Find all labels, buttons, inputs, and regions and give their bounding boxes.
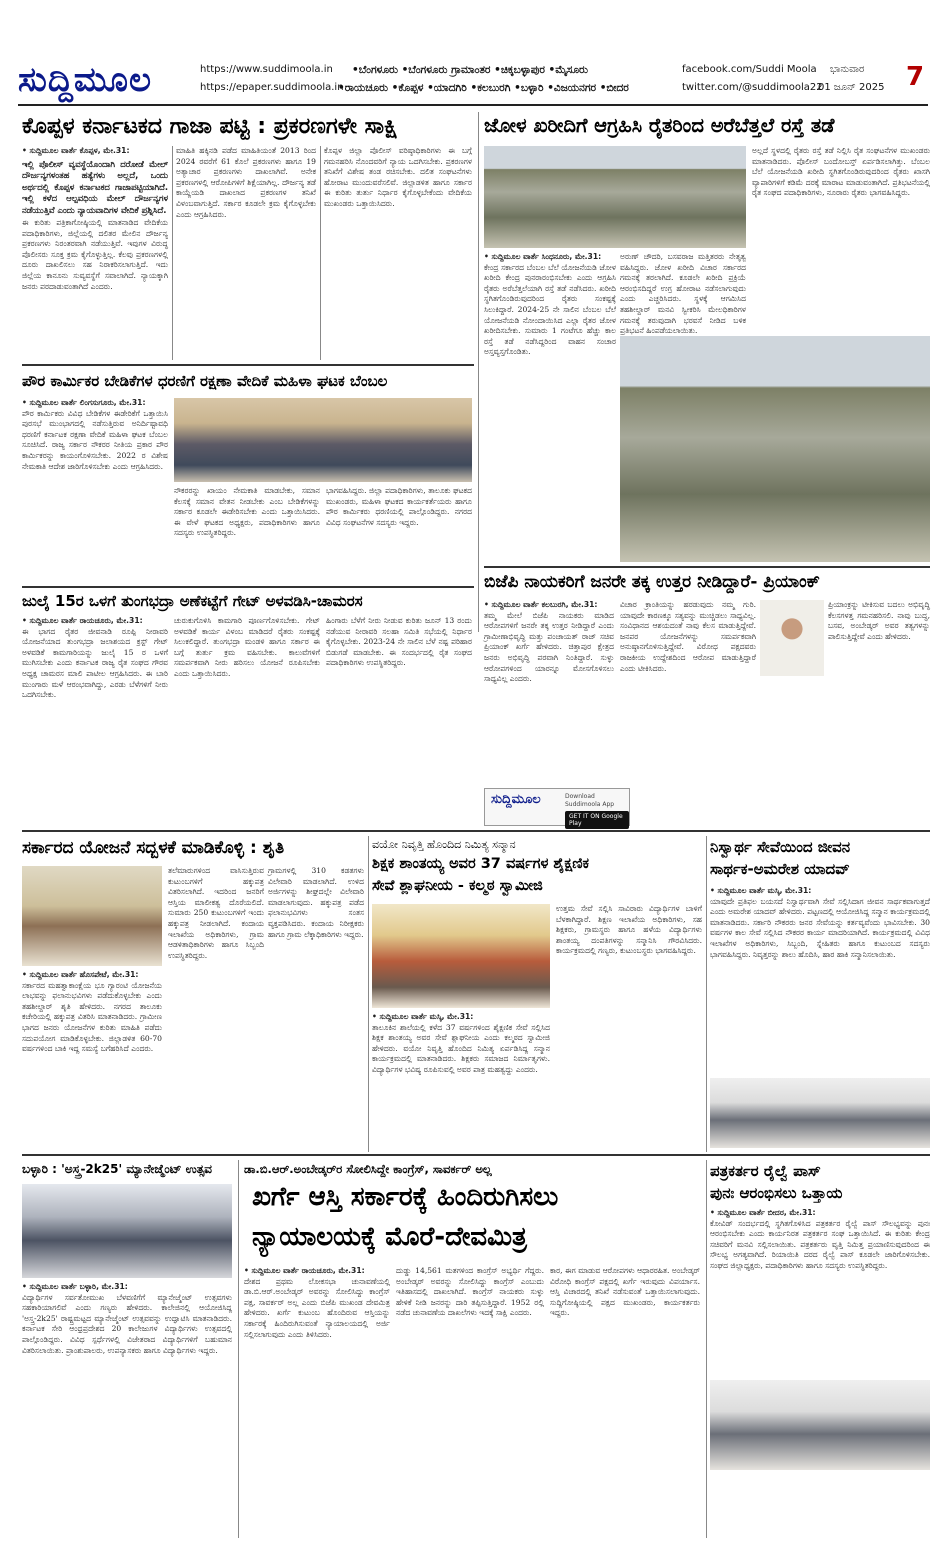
shruthi-col2: ತಲೆಮಾರುಗಳಿಂದ ವಾಸಿಸುತ್ತಿರುವ ಕುಟುಂಬಗಳಿಗೆ ಹಕ್ಕುಪತ್ರ ವಿತರಿಸಲಾಗಿದೆ. ಇದರಿಂದ ಜನರಿಗೆ ಆಸ್ತಿಯ ಮಾಲೀಕತ್ವ ದೊರೆಯಲಿದೆ. ಸುಮಾರು 250 ಕುಟುಂಬಗಳಿಗೆ ಇಂದು ಹಕ್ಕುಪತ್ರ ನೀಡಲಾಗಿದೆ. ಕಂದಾಯ ಇಲಾಖೆಯ ಅಧಿಕಾರಿಗಳು, ಗ್ರಾಮ ಆಡಳಿತಾಧಿಕಾರಿಗಳು ಹಾಗೂ ಸಿಬ್ಬಂದಿ ಉಪಸ್ಥಿತರಿದ್ದರು. (168, 866, 264, 960)
kharge-byline: • ಸುದ್ದಿಮೂಲ ವಾರ್ತೆ ರಾಯಚೂರು, ಮೇ.31: (244, 1266, 365, 1275)
farmers-headline: ಜೋಳ ಖರೀದಿಗೆ ಆಗ್ರಹಿಸಿ ರೈತರಿಂದ ಅರೆಬೆತ್ತಲೆ ರಸ್ತೆ ತಡೆ (484, 114, 835, 137)
ballari-headline: ಬಳ್ಳಾರಿ : 'ಅಸ್ತ್ರ-2k25' ಮ್ಯಾನೇಜ್ಮೆಂಟ್ ಉತ್ಸವ (22, 1162, 212, 1176)
kharge-col2: ದುಡ್ಡು 14,561 ಮತಗಳಿಂದ ಕಾಂಗ್ರೆಸ್ ಅಭ್ಯರ್ಥಿ ಗೆದ್ದರು. ಅಂಬೇಡ್ಕರ್ ಅವರನ್ನು ಸೋಲಿಸಿದ್ದು ಕಾಂಗ್ರೆಸ್ ಎಂಬುದು ಇತಿಹಾಸದಲ್ಲಿ ದಾಖಲಾಗಿದೆ. ಕಾಂಗ್ರೆಸ್ ನಾಯಕರು ಸುಳ್ಳು ಹೇಳಿಕೆ ನೀಡಿ ಜನರನ್ನು ದಾರಿ ತಪ್ಪಿಸುತ್ತಿದ್ದಾರೆ. 1952 ರಲ್ಲಿ ನಡೆದ ಚುನಾವಣೆಯ ದಾಖಲೆಗಳು ಇದಕ್ಕೆ ಸಾಕ್ಷಿ ಎಂದರು. (396, 1266, 544, 1318)
teacher-col1 (372, 1012, 550, 1148)
tungabhadra-headline: ಜುಲೈ 15ರ ಒಳಗೆ ತುಂಗಭದ್ರಾ ಅಣೆಕಟ್ಟೆಗೆ ಗೇಟ್ ಅಳವಡಿಸಿ-ಚಾಮರಸ (22, 592, 363, 610)
tungabhadra-col1-text: ಈ ಭಾಗದ ರೈತರ ಜೀವನಾಡಿ ರೂಪ್ಪಿ ನೀರಾವರಿ ಯೋಜನೆಯಾದ ತುಂಗಭದ್ರಾ ಜಲಾಶಯದ ಕ್ರಸ್ಟ್ ಗೇಟ್ ಅಳವಡಿಕೆ ಕಾಮಗಾರಿಯನ್ನು ಜುಲೈ 15 ರ ಒಳಗೆ ಮುಗಿಸಬೇಕು ಎಂದು ಕರ್ನಾಟಕ ರಾಜ್ಯ ರೈತ ಸಂಘದ ಗೌರವ ಅಧ್ಯಕ್ಷ ಚಾಮರಸ ಮಾಲಿ ಪಾಟೀಲ ಆಗ್ರಹಿಸಿದರು. ಈ ಬಾರಿ ಮುಂಗಾರು ಮಳೆ ಆರಂಭವಾಗಿದ್ದು, ಎರಡು ಬೆಳೆಗಳಿಗೆ ನೀರು ಒದಗಿಸಬೇಕು. (22, 626, 168, 700)
koppal-headline: ಕೊಪ್ಪಳ ಕರ್ನಾಟಕದ ಗಾಜಾ ಪಟ್ಟಿ : ಪ್ರಕರಣಗಳೇ ಸಾಕ್ಷಿ (22, 114, 398, 139)
column-rule (706, 836, 707, 1152)
ad-logo: ಸುದ್ದಿಮೂಲ (491, 792, 541, 807)
tungabhadra-col2: ಚುರುಕುಗೊಳಿಸಿ ಕಾಮಗಾರಿ ಪೂರ್ಣಗೊಳಿಸಬೇಕು. ಗೇಟ್ ಅಳವಡಿಕೆ ಕಾರ್ಯ ವಿಳಂಬ ಮಾಡಿದರೆ ರೈತರು ಸಂಕಷ್ಟಕ್ಕೆ ಸಿಲುಕಲಿದ್ದಾರೆ. ತುಂಗಭದ್ರಾ ಮಂಡಳಿ ಹಾಗೂ ಸರ್ಕಾರ ಈ ಬಗ್ಗೆ ತುರ್ತು ಕ್ರಮ ವಹಿಸಬೇಕು. ಕಾಲುವೆಗಳಿಗೆ ಸಮರ್ಪಕವಾಗಿ ನೀರು ಹರಿಸಲು ಯೋಜನೆ ರೂಪಿಸಬೇಕು ಎಂದು ಒತ್ತಾಯಿಸಿದರು. (174, 616, 320, 678)
amaresh-byline: • ಸುದ್ದಿಮೂಲ ವಾರ್ತೆ ಮಸ್ಕಿ, ಮೇ.31: (710, 886, 812, 895)
teacher-byline: • ಸುದ್ದಿಮೂಲ ವಾರ್ತೆ ಮಸ್ಕಿ, ಮೇ.31: (372, 1012, 474, 1021)
farmers-col3: ಅಲ್ಲದೆ ಸ್ಥಳದಲ್ಲಿ ರೈತರು ರಸ್ತೆ ತಡೆ ನಿಲ್ಲಿಸಿ ರೈತ ಸಂಘಟನೆಗಳ ಮುಖಂಡರು ಮಾತನಾಡಿದರು. ಪೊಲೀಸ್ ಬಂದೋಬಸ್ತ್ ಏರ್ಪಡಿಸಲಾಗಿತ್ತು. ಬೆಂಬಲ ಬೆಲೆ ಯೋಜನೆಯಡಿ ಖರೀದಿ ಸ್ಥಗಿತಗೊಂಡಿರುವುದರಿಂದ ರೈತರು ಖಾಸಗಿ ವ್ಯಾಪಾರಿಗಳಿಗೆ ಕಡಿಮೆ ದರಕ್ಕೆ ಮಾರಾಟ ಮಾಡುವಂತಾಗಿದೆ. ಪ್ರತಿಭಟನೆಯಲ್ಲಿ ರೈತ ಸಂಘದ ಪದಾಧಿಕಾರಿಗಳು, ನೂರಾರು ರೈತರು ಭಾಗವಹಿಸಿದ್ದರು. (752, 146, 930, 198)
koppal-byline: • ಸುದ್ದಿಮೂಲ ವಾರ್ತೆ ಕೊಪ್ಪಳ, ಮೇ.31: (22, 146, 130, 155)
koppal-col1-text: ಈ ಕುರಿತು ಪತ್ರಿಕಾಗೋಷ್ಠಿಯಲ್ಲಿ ಮಾತನಾಡಿದ ವೇದಿಕೆಯ ಪದಾಧಿಕಾರಿಗಳು, ಜಿಲ್ಲೆಯಲ್ಲಿ ದಲಿತರ ಮೇಲಿನ ದೌರ್ಜನ್ಯ ಪ್ರಕರಣಗಳು ನಿರಂತರವಾಗಿ ನಡೆಯುತ್ತಿವೆ. ಇವುಗಳ ವಿರುದ್ಧ ಪೊಲೀಸರು ಸೂಕ್ತ ಕ್ರಮ ಕೈಗೊಳ್ಳುತ್ತಿಲ್ಲ. ಕೆಲವು ಪ್ರಕರಣಗಳಲ್ಲಿ ದೂರು ದಾಖಲಿಸಲು ಸಹ ನಿರಾಕರಿಸಲಾಗುತ್ತಿದೆ. ಇದು ಜಿಲ್ಲೆಯ ಕಾನೂನು ಸುವ್ಯವಸ್ಥೆಗೆ ಸವಾಲಾಗಿದೆ. ನ್ಯಾಯಕ್ಕಾಗಿ ಜನರು ಪರದಾಡುವಂತಾಗಿದೆ ಎಂದರು. (22, 218, 168, 291)
epaper-link[interactable]: https://epaper.suddimoola.in (200, 82, 344, 93)
issue-date: 01 ಜೂನ್ 2025 (818, 82, 885, 93)
ballari-body (22, 1282, 232, 1538)
railpass-body-text: ಕೋವಿಡ್ ಸಂದರ್ಭದಲ್ಲಿ ಸ್ಥಗಿತಗೊಳಿಸಿದ ಪತ್ರಕರ್ತರ ರೈಲ್ವೆ ಪಾಸ್ ಸೌಲಭ್ಯವನ್ನು ಪುನಃ ಆರಂಭಿಸಬೇಕು ಎಂದು ಕಾರ್ಯನಿರತ ಪತ್ರಕರ್ತರ ಸಂಘ ಒತ್ತಾಯಿಸಿದೆ. ಈ ಕುರಿತು ಕೇಂದ್ರ ಸಚಿವರಿಗೆ ಮನವಿ ಸಲ್ಲಿಸಲಾಯಿತು. ಪತ್ರಕರ್ತರು ವೃತ್ತಿ ನಿಮಿತ್ತ ಪ್ರಯಾಣಿಸುವುದರಿಂದ ಈ ಸೌಲಭ್ಯ ಅಗತ್ಯವಾಗಿದೆ. ರಿಯಾಯಿತಿ ದರದ ರೈಲ್ವೆ ಪಾಸ್ ಕೂಡಲೇ ಜಾರಿಗೊಳಿಸಬೇಕು. ಸಂಘದ ಜಿಲ್ಲಾಧ್ಯಕ್ಷರು, ಪದಾಧಿಕಾರಿಗಳು ಹಾಗೂ ಸದಸ್ಯರು ಉಪಸ್ಥಿತರಿದ್ದರು. (710, 1218, 930, 1270)
pourakarmika-headline: ಪೌರ ಕಾರ್ಮಿಕರ ಬೇಡಿಕೆಗಳ ಧರಣಿಗೆ ರಕ್ಷಣಾ ವೇದಿಕೆ ಮಹಿಳಾ ಘಟಕ ಬೆಂಬಲ (22, 372, 388, 390)
ballari-byline: • ಸುದ್ದಿಮೂಲ ವಾರ್ತೆ ಬಳ್ಳಾರಿ, ಮೇ.31: (22, 1282, 128, 1291)
pourakarmika-col2: ನೌಕರರನ್ನು ಖಾಯಂ ನೇಮಕಾತಿ ಮಾಡಬೇಕು, ಸಮಾನ ಕೆಲಸಕ್ಕೆ ಸಮಾನ ವೇತನ ನೀಡಬೇಕು ಎಂಬ ಬೇಡಿಕೆಗಳನ್ನು ಸರ್ಕಾರ ಕೂಡಲೇ ಈಡೇರಿಸಬೇಕು ಎಂದು ಒತ್ತಾಯಿಸಿದರು. ಈ ವೇಳೆ ಘಟಕದ ಅಧ್ಯಕ್ಷರು, ಪದಾಧಿಕಾರಿಗಳು ಹಾಗೂ ಸದಸ್ಯರು ಉಪಸ್ಥಿತರಿದ್ದರು. (174, 486, 320, 538)
railpass-memorandum-photo (710, 1380, 930, 1470)
column-rule (320, 146, 321, 360)
farmers-col1 (484, 252, 616, 562)
google-play-badge[interactable]: GET IT ON Google Play (565, 811, 629, 829)
shruthi-col3: ಗ್ರಾಮಗಳಲ್ಲಿ 310 ಕಡತಗಳು ವಿಲೇವಾರಿ ಮಾಡಲಾಗಿದೆ. ಉಳಿದ ಅರ್ಜಿಗಳನ್ನು ಶೀಘ್ರದಲ್ಲೇ ವಿಲೇವಾರಿ ಮಾಡಲಾಗುವುದು. ಹಕ್ಕುಪತ್ರ ಪಡೆದ ಫಲಾನುಭವಿಗಳು ಸಂತಸ ವ್ಯಕ್ತಪಡಿಸಿದರು. ಕಂದಾಯ ನಿರೀಕ್ಷಕರು ಹಾಗೂ ಗ್ರಾಮ ಲೆಕ್ಕಾಧಿಕಾರಿಗಳು ಇದ್ದರು. (268, 866, 364, 939)
priyank-headline: ಬಿಜೆಪಿ ನಾಯಕರಿಗೆ ಜನರೇ ತಕ್ಕ ಉತ್ತರ ನೀಡಿದ್ದಾರೆ- ಪ್ರಿಯಾಂಕ್ (484, 572, 820, 592)
shruthi-event-photo (22, 866, 162, 966)
priyank-col1 (484, 600, 614, 786)
priyank-col3: ಪ್ರಿಯಾಂಕ್ರನ್ನು ಟೀಕಿಸುವ ಬದಲು ಅಭಿವೃದ್ಧಿ ಕೆಲಸಗಳತ್ತ ಗಮನಹರಿಸಲಿ. ನಾವು ಬುದ್ಧ, ಬಸವ, ಅಂಬೇಡ್ಕರ್ ಅವರ ತತ್ವಗಳನ್ನು ಪಾಲಿಸುತ್ತಿದ್ದೇವೆ ಎಂದು ಹೇಳಿದರು. (828, 600, 930, 641)
column-rule (172, 146, 173, 360)
tungabhadra-col1 (22, 616, 168, 822)
website-link[interactable]: https://www.suddimoola.in (200, 64, 333, 75)
kharge-col1 (244, 1266, 390, 1538)
app-advertisement[interactable] (484, 788, 630, 826)
column-rule (478, 112, 479, 632)
kharge-headline-line2: ನ್ಯಾಯಾಲಯಕ್ಕೆ ಮೊರೆ-ದೇವಮಿತ್ರ (252, 1222, 527, 1252)
shruthi-col1-text: ಸರ್ಕಾರದ ಮಹತ್ವಾಕಾಂಕ್ಷೆಯ ಭೂ ಗ್ಯಾರಂಟಿ ಯೋಜನೆಯ ಲಾಭವನ್ನು ಫಲಾನುಭವಿಗಳು ಪಡೆದುಕೊಳ್ಳಬೇಕು ಎಂದು ತಹಶೀಲ್ದಾರ್ ಶೃತಿ ಹೇಳಿದರು. ನಗರದ ತಾಲೂಕು ಕಚೇರಿಯಲ್ಲಿ ಹಕ್ಕುಪತ್ರ ವಿತರಿಸಿ ಮಾತನಾಡಿದರು. ಗ್ರಾಮೀಣ ಭಾಗದ ಜನರು ಯೋಜನೆಗಳ ಕುರಿತು ಮಾಹಿತಿ ಪಡೆದು ಸದುಪಯೋಗ ಮಾಡಿಕೊಳ್ಳಬೇಕು. ಜಿಲ್ಲಾಡಳಿತ 60-70 ವರ್ಷಗಳಿಂದ ಬಾಕಿ ಇದ್ದ ಸಮಸ್ಯೆ ಬಗೆಹರಿಸಿದೆ ಎಂದರು. (22, 980, 162, 1054)
teacher-headline-line2: ಸೇವೆ ಶ್ಲಾಘನೀಯ - ಕಲ್ಮಠ ಸ್ವಾಮೀಜಿ (372, 878, 543, 894)
teacher-kicker: ವಯೋ ನಿವೃತ್ತಿ ಹೊಂದಿದ ನಿಮಿತ್ಯ ಸನ್ಮಾನ (372, 838, 516, 851)
farmers-roadblock-photo (620, 336, 930, 562)
column-rule (238, 1160, 239, 1538)
koppal-lead: ಇಲ್ಲಿ ಪೊಲೀಸ್ ವ್ಯವಸ್ಥೆಯೊಂದಾಗಿ ದರೋಡೆ ಮೇಲ್ ದೌರ್ಜನ್ಯಗಳಂತಹ ಹತ್ಯೆಗಳು ಅಲ್ಲದೆ, ಒಂದು ಅರ್ಥದಲ್ಲಿ ಕೊಪ್ಪಳ ಕರ್ನಾಟಕದ ಗಾಜಾಪಟ್ಟಿಯಾಗಿದೆ. ಇಲ್ಲಿ ಕಳೆದ ಆಲ್ಪವಧಿಯ ಮೇಲ್ ದೌರ್ಜನ್ಯಗಳ ನಡೆಯುತ್ತಿವೆ ಎಂದು ನ್ಯಾಯವಾದಿಗಳ ವೇದಿಕೆ ಪ್ರಶ್ನಿಸಿದೆ. (22, 158, 168, 215)
teacher-felicitation-photo (372, 904, 550, 1008)
section-rule (22, 586, 474, 588)
farmers-byline: • ಸುದ್ದಿಮೂಲ ವಾರ್ತೆ ಸಿಂಧನೂರು, ಮೇ.31: (484, 252, 602, 261)
ballari-award-photo (22, 1184, 232, 1278)
pourakarmika-col3: ಭಾಗವಹಿಸಿದ್ದರು. ಜಿಲ್ಲಾ ಪದಾಧಿಕಾರಿಗಳು, ತಾಲೂಕು ಘಟಕದ ಮುಖಂಡರು, ಮಹಿಳಾ ಘಟಕದ ಕಾರ್ಯಕರ್ತೆಯರು ಹಾಗೂ ಪೌರ ಕಾರ್ಮಿಕರು ಧರಣಿಯಲ್ಲಿ ಪಾಲ್ಗೊಂಡಿದ್ದರು. ನಗರದ ವಿವಿಧ ಸಂಘಟನೆಗಳ ಸದಸ್ಯರು ಇದ್ದರು. (326, 486, 472, 527)
kharge-col1-text: ದೇಶದ ಪ್ರಥಮ ಲೋಕಸಭಾ ಚುನಾವಣೆಯಲ್ಲಿ ಡಾ.ಬಿ.ಆರ್.ಅಂಬೇಡ್ಕರ್ ಅವರನ್ನು ಸೋಲಿಸಿದ್ದು ಕಾಂಗ್ರೆಸ್ ಪಕ್ಷ, ಸಾವರ್ಕರ್ ಅಲ್ಲ ಎಂದು ಬಿಜೆಪಿ ಮುಖಂಡ ದೇವಮಿತ್ರ ಹೇಳಿದರು. ಖರ್ಗೆ ಕುಟುಂಬ ಹೊಂದಿರುವ ಆಸ್ತಿಯನ್ನು ಸರ್ಕಾರಕ್ಕೆ ಹಿಂದಿರುಗಿಸುವಂತೆ ನ್ಯಾಯಾಲಯದಲ್ಲಿ ಅರ್ಜಿ ಸಲ್ಲಿಸಲಾಗುವುದು ಎಂದು ತಿಳಿಸಿದರು. (244, 1276, 390, 1339)
amaresh-body (710, 886, 930, 1072)
amaresh-body-text: ಯಾವುದೇ ಪ್ರತಿಫಲ ಬಯಸದೆ ನಿಸ್ವಾರ್ಥವಾಗಿ ಸೇವೆ ಸಲ್ಲಿಸಿದಾಗ ಜೀವನ ಸಾರ್ಥಕವಾಗುತ್ತದೆ ಎಂದು ಅಮರೇಶ ಯಾದವ್ ಹೇಳಿದರು. ಪಟ್ಟಣದಲ್ಲಿ ಆಯೋಜಿಸಿದ್ದ ಸನ್ಮಾನ ಕಾರ್ಯಕ್ರಮದಲ್ಲಿ ಮಾತನಾಡಿದರು. ಸರ್ಕಾರಿ ನೌಕರರು ಜನರ ಸೇವೆಯನ್ನು ಕರ್ತವ್ಯವೆಂದು ಭಾವಿಸಬೇಕು. 30 ವರ್ಷಗಳ ಕಾಲ ಸೇವೆ ಸಲ್ಲಿಸಿದ ನೌಕರರ ಕಾರ್ಯ ಮಾದರಿಯಾಗಿದೆ. ಕಾರ್ಯಕ್ರಮದಲ್ಲಿ ವಿವಿಧ ಇಲಾಖೆಗಳ ಅಧಿಕಾರಿಗಳು, ಸಿಬ್ಬಂದಿ, ಸ್ನೇಹಿತರು ಹಾಗೂ ಕುಟುಂಬದ ಸದಸ್ಯರು ಭಾಗವಹಿಸಿದ್ದರು. ನಿವೃತ್ತರನ್ನು ಶಾಲು ಹೊದಿಸಿ, ಹಾರ ಹಾಕಿ ಸನ್ಮಾನಿಸಲಾಯಿತು. (710, 896, 930, 959)
koppal-col2: ಮಾಹಿತಿ ಹಕ್ಕಿನಡಿ ಪಡೆದ ಮಾಹಿತಿಯಂತೆ 2013 ರಿಂದ 2024 ರವರೆಗೆ 61 ಕೊಲೆ ಪ್ರಕರಣಗಳು ಹಾಗೂ 19 ಅತ್ಯಾಚಾರ ಪ್ರಕರಣಗಳು ದಾಖಲಾಗಿವೆ. ಅನೇಕ ಪ್ರಕರಣಗಳಲ್ಲಿ ಆರೋಪಿಗಳಿಗೆ ಶಿಕ್ಷೆಯಾಗಿಲ್ಲ. ದೌರ್ಜನ್ಯ ತಡೆ ಕಾಯ್ದೆಯಡಿ ದಾಖಲಾದ ಪ್ರಕರಣಗಳ ತನಿಖೆ ವಿಳಂಬವಾಗುತ್ತಿದೆ. ಸರ್ಕಾರ ಕೂಡಲೇ ಕ್ರಮ ಕೈಗೊಳ್ಳಬೇಕು ಎಂದು ಆಗ್ರಹಿಸಿದರು. (176, 146, 316, 219)
tungabhadra-col3: ಹಿಂಗಾರು ಬೆಳೆಗೆ ನೀರು ನೀಡುವ ಕುರಿತು ಜೂನ್ 13 ರಂದು ನಡೆಯುವ ನೀರಾವರಿ ಸಲಹಾ ಸಮಿತಿ ಸಭೆಯಲ್ಲಿ ನಿರ್ಧಾರ ಕೈಗೊಳ್ಳಬೇಕು. 2023-24 ನೇ ಸಾಲಿನ ಬೆಳೆ ನಷ್ಟ ಪರಿಹಾರ ಬಿಡುಗಡೆ ಮಾಡಬೇಕು. ಈ ಸಂದರ್ಭದಲ್ಲಿ ರೈತ ಸಂಘದ ಪದಾಧಿಕಾರಿಗಳು ಉಪಸ್ಥಿತರಿದ್ದರು. (326, 616, 472, 668)
shruthi-col1 (22, 970, 162, 1148)
facebook-link[interactable]: facebook.com/Suddi Moola (682, 64, 817, 75)
koppal-col1 (22, 146, 168, 360)
teacher-col1-text: ತಾಲೂಕಿನ ಶಾಲೆಯಲ್ಲಿ ಕಳೆದ 37 ವರ್ಷಗಳಿಂದ ಶೈಕ್ಷಣಿಕ ಸೇವೆ ಸಲ್ಲಿಸಿದ ಶಿಕ್ಷಕ ಶಾಂತಯ್ಯ ಅವರ ಸೇವೆ ಶ್ಲಾಘನೀಯ ಎಂದು ಕಲ್ಮಠದ ಸ್ವಾಮೀಜಿ ಹೇಳಿದರು. ವಯೋ ನಿವೃತ್ತಿ ಹೊಂದಿದ ನಿಮಿತ್ಯ ಏರ್ಪಡಿಸಿದ್ದ ಸನ್ಮಾನ ಕಾರ್ಯಕ್ರಮದಲ್ಲಿ ಮಾತನಾಡಿದರು. ಶಿಕ್ಷಕರು ಸಮಾಜದ ನಿರ್ಮಾತೃಗಳು. ವಿದ್ಯಾರ್ಥಿಗಳ ಭವಿಷ್ಯ ರೂಪಿಸುವಲ್ಲಿ ಅವರ ಪಾತ್ರ ಮಹತ್ವದ್ದು ಎಂದರು. (372, 1022, 550, 1074)
edition-cities-line1: •ಬೆಂಗಳೂರು •ಬೆಂಗಳೂರು ಗ್ರಾಮಾಂತರ •ಚಿಕ್ಕಬಳ್ಳಾಪುರ •ಮೈಸೂರು (352, 64, 588, 76)
amaresh-headline-line1: ನಿಸ್ವಾರ್ಥ ಸೇವೆಯಿಂದ ಜೀವನ (710, 838, 851, 856)
railpass-headline-line2: ಪುನಃ ಆರಂಭಿಸಲು ಒತ್ತಾಯ (710, 1184, 843, 1202)
section-rule (22, 830, 930, 832)
kharge-headline-line1: ಖರ್ಗೆ ಆಸ್ತಿ ಸರ್ಕಾರಕ್ಕೆ ಹಿಂದಿರುಗಿಸಲು (252, 1182, 559, 1212)
ad-text: Download Suddimoola App (565, 793, 615, 808)
farmers-col2: ಅರುಣ್ ಚೌದರಿ, ಬಸವರಾಜ ಮತ್ತಿತರರು ನೇತೃತ್ವ ವಹಿಸಿದ್ದರು. ಜೋಳ ಖರೀದಿ ವಿಚಾರ ಸರ್ಕಾರದ ಗಮನಕ್ಕೆ ತರಲಾಗಿದೆ. ಕೂಡಲೇ ಖರೀದಿ ಪ್ರಕ್ರಿಯೆ ಆರಂಭಿಸದಿದ್ದರೆ ಉಗ್ರ ಹೋರಾಟ ನಡೆಸಲಾಗುವುದು ಎಂದು ಎಚ್ಚರಿಸಿದರು. ಸ್ಥಳಕ್ಕೆ ಆಗಮಿಸಿದ ತಹಶೀಲ್ದಾರ್ ಮನವಿ ಸ್ವೀಕರಿಸಿ ಮೇಲಧಿಕಾರಿಗಳ ಗಮನಕ್ಕೆ ತರುವುದಾಗಿ ಭರವಸೆ ನೀಡಿದ ಬಳಿಕ ಪ್ರತಿಭಟನೆ ಹಿಂಪಡೆಯಲಾಯಿತು. (620, 252, 746, 336)
masthead (18, 58, 928, 106)
railpass-byline: • ಸುದ್ದಿಮೂಲ ವಾರ್ತೆ ಬೀದರ, ಮೇ.31: (710, 1208, 816, 1217)
farmers-protest-photo (484, 146, 746, 248)
priyank-col1-text: ತಮ್ಮ ಮೇಲೆ ಬಿಜೆಪಿ ನಾಯಕರು ಮಾಡಿದ ಆರೋಪಗಳಿಗೆ ಜನರೇ ತಕ್ಕ ಉತ್ತರ ನೀಡಿದ್ದಾರೆ ಎಂದು ಗ್ರಾಮೀಣಾಭಿವೃದ್ಧಿ ಮತ್ತು ಪಂಚಾಯತ್ ರಾಜ್ ಸಚಿವ ಪ್ರಿಯಾಂಕ್ ಖರ್ಗೆ ಹೇಳಿದರು. ಚಿತ್ತಾಪುರ ಕ್ಷೇತ್ರದ ಜನರು ಅಭಿವೃದ್ಧಿ ಪರವಾಗಿ ನಿಂತಿದ್ದಾರೆ. ಸುಳ್ಳು ಆರೋಪಗಳಿಂದ ಯಾರನ್ನೂ ಮೋಸಗೊಳಿಸಲು ಸಾಧ್ಯವಿಲ್ಲ ಎಂದರು. (484, 610, 614, 684)
railpass-headline-line1: ಪತ್ರಕರ್ತರ ರೈಲ್ವೆ ಪಾಸ್ (710, 1162, 821, 1180)
pourakarmika-group-photo (174, 398, 472, 482)
shruthi-headline: ಸರ್ಕಾರದ ಯೋಜನೆ ಸದ್ಬಳಕೆ ಮಾಡಿಕೊಳ್ಳಿ : ಶೃತಿ (22, 838, 285, 858)
kharge-kicker: ಡಾ.ಬಿ.ಆರ್.ಅಂಬೇಡ್ಕರ್‌ರ ಸೋಲಿಸಿದ್ದೇ ಕಾಂಗ್ರೆಸ್, ಸಾವರ್ಕರ್ ಅಲ್ಲ (244, 1162, 492, 1176)
issue-day: ಭಾನುವಾರ (830, 64, 865, 75)
koppal-col3: ಕೊಪ್ಪಳ ಜಿಲ್ಲಾ ಪೊಲೀಸ್ ವರಿಷ್ಠಾಧಿಕಾರಿಗಳು ಈ ಬಗ್ಗೆ ಗಮನಹರಿಸಿ ನೊಂದವರಿಗೆ ನ್ಯಾಯ ಒದಗಿಸಬೇಕು. ಪ್ರಕರಣಗಳ ತನಿಖೆಗೆ ವಿಶೇಷ ತಂಡ ರಚಿಸಬೇಕು. ದಲಿತ ಸಂಘಟನೆಗಳು ಹೋರಾಟ ಮುಂದುವರೆಸಲಿವೆ. ಜಿಲ್ಲಾಡಳಿತ ಹಾಗೂ ಸರ್ಕಾರ ಈ ಕುರಿತು ತುರ್ತು ನಿರ್ಧಾರ ಕೈಗೊಳ್ಳಬೇಕೆಂದು ವೇದಿಕೆಯ ಮುಖಂಡರು ಒತ್ತಾಯಿಸಿದರು. (324, 146, 472, 208)
pourakarmika-byline: • ಸುದ್ದಿಮೂಲ ವಾರ್ತೆ ಲಿಂಗಸುಗೂರು, ಮೇ.31: (22, 398, 146, 407)
newspaper-logo: ಸುದ್ದಿಮೂಲ (18, 60, 152, 100)
priyank-col2: ವಿಚಾರ ಕ್ರಾಂತಿಯನ್ನು ಹರಡುವುದು ನಮ್ಮ ಗುರಿ. ಯಾವುದೇ ಕಾರಣಕ್ಕೂ ಸತ್ಯವನ್ನು ಮುಚ್ಚಿಡಲು ಸಾಧ್ಯವಿಲ್ಲ. ಸಂವಿಧಾನದ ಆಶಯದಂತೆ ನಾವು ಕೆಲಸ ಮಾಡುತ್ತಿದ್ದೇವೆ. ಜನಪರ ಯೋಜನೆಗಳನ್ನು ಸಮರ್ಪಕವಾಗಿ ಅನುಷ್ಠಾನಗೊಳಿಸುತ್ತಿದ್ದೇವೆ. ವಿರೋಧ ಪಕ್ಷದವರು ರಾಜಕೀಯ ಉದ್ದೇಶದಿಂದ ಆರೋಪ ಮಾಡುತ್ತಿದ್ದಾರೆ ಎಂದು ಟೀಕಿಸಿದರು. (620, 600, 756, 673)
edition-cities-line2: •ರಾಯಚೂರು •ಕೊಪ್ಪಳ •ಯಾದಗಿರಿ •ಕಲಬುರಗಿ •ಬಳ್ಳಾರಿ •ವಿಜಯನಗರ •ಬೀದರ (338, 82, 629, 94)
priyank-portrait-photo (760, 600, 824, 676)
farmers-col1-text: ಕೇಂದ್ರ ಸರ್ಕಾರದ ಬೆಂಬಲ ಬೆಲೆ ಯೋಜನೆಯಡಿ ಜೋಳ ಖರೀದಿ ಕೇಂದ್ರ ಪುನರಾರಂಭಿಸಬೇಕು ಎಂದು ಆಗ್ರಹಿಸಿ ರೈತರು ಅರೆಬೆತ್ತಲೆಯಾಗಿ ರಸ್ತೆ ತಡೆ ನಡೆಸಿದರು. ಖರೀದಿ ಸ್ಥಗಿತಗೊಂಡಿರುವುದರಿಂದ ರೈತರು ಸಂಕಷ್ಟಕ್ಕೆ ಸಿಲುಕಿದ್ದಾರೆ. 2024-25 ನೇ ಸಾಲಿನ ಬೆಂಬಲ ಬೆಲೆ ಯೋಜನೆಯಡಿ ನೋಂದಾಯಿಸಿದ ಎಲ್ಲಾ ರೈತರ ಜೋಳ ಖರೀದಿಸಬೇಕು. ಸುಮಾರು 1 ಗಂಟೆಗೂ ಹೆಚ್ಚು ಕಾಲ ರಸ್ತೆ ತಡೆ ನಡೆಸಿದ್ದರಿಂದ ವಾಹನ ಸಂಚಾರ ಅಸ್ತವ್ಯಸ್ತಗೊಂಡಿತು. (484, 262, 616, 357)
shruthi-byline: • ಸುದ್ದಿಮೂಲ ವಾರ್ತೆ ಹೊಸಪೇಟೆ, ಮೇ.31: (22, 970, 139, 979)
amaresh-headline-line2: ಸಾರ್ಥಕ-ಅಮರೇಶ ಯಾದವ್ (710, 860, 850, 878)
column-rule (706, 1160, 707, 1538)
pourakarmika-col1-text: ಪೌರ ಕಾರ್ಮಿಕರು ವಿವಿಧ ಬೇಡಿಕೆಗಳ ಈಡೇರಿಕೆಗೆ ಒತ್ತಾಯಿಸಿ ಪುರಸಭೆ ಮುಂಭಾಗದಲ್ಲಿ ನಡೆಸುತ್ತಿರುವ ಅನಿರ್ದಿಷ್ಟಾವಧಿ ಧರಣಿಗೆ ಕರ್ನಾಟಕ ರಕ್ಷಣಾ ವೇದಿಕೆ ಮಹಿಳಾ ಘಟಕ ಬೆಂಬಲ ಸೂಚಿಸಿದೆ. ರಾಜ್ಯ ಸರ್ಕಾರ ನೌಕರರ ನೀತಿಯ ಪ್ರಕಾರ ಪೌರ ಕಾರ್ಮಿಕರನ್ನು ಕಾಯಂಗೊಳಿಸಬೇಕು. 2022 ರ ವಿಶೇಷ ನೇಮಕಾತಿ ಆದೇಶ ಜಾರಿಗೊಳಿಸಬೇಕು ಎಂದು ಆಗ್ರಹಿಸಿದರು. (22, 408, 168, 471)
pourakarmika-col1 (22, 398, 168, 582)
ballari-body-text: ವಿದ್ಯಾರ್ಥಿಗಳ ಸರ್ವತೋಮುಖ ಬೆಳವಣಿಗೆಗೆ ಮ್ಯಾನೇಜ್ಮೆಂಟ್ ಉತ್ಸವಗಳು ಸಹಕಾರಿಯಾಗಲಿವೆ ಎಂದು ಗಣ್ಯರು ಹೇಳಿದರು. ಕಾಲೇಜಿನಲ್ಲಿ ಆಯೋಜಿಸಿದ್ದ 'ಅಸ್ತ್ರ-2k25' ರಾಷ್ಟ್ರಮಟ್ಟದ ಮ್ಯಾನೇಜ್ಮೆಂಟ್ ಉತ್ಸವವನ್ನು ಉದ್ಘಾಟಿಸಿ ಮಾತನಾಡಿದರು. ಕರ್ನಾಟಕ ಸೇರಿ ಆಂಧ್ರಪ್ರದೇಶದ 20 ಕಾಲೇಜುಗಳ ವಿದ್ಯಾರ್ಥಿಗಳು ಉತ್ಸವದಲ್ಲಿ ಪಾಲ್ಗೊಂಡಿದ್ದರು. ವಿವಿಧ ಸ್ಪರ್ಧೆಗಳಲ್ಲಿ ವಿಜೇತರಾದ ವಿದ್ಯಾರ್ಥಿಗಳಿಗೆ ಬಹುಮಾನ ವಿತರಿಸಲಾಯಿತು. ಪ್ರಾಂಶುಪಾಲರು, ಉಪನ್ಯಾಸಕರು ಹಾಗೂ ವಿದ್ಯಾರ್ಥಿಗಳು ಇದ್ದರು. (22, 1292, 232, 1355)
section-rule (22, 1154, 930, 1156)
railpass-body (710, 1208, 930, 1374)
twitter-link[interactable]: twitter.com/@suddimoola22 (682, 82, 823, 93)
section-rule (484, 566, 930, 568)
teacher-col2: ಉತ್ತಮ ಸೇವೆ ಸಲ್ಲಿಸಿ ಸಾವಿರಾರು ವಿದ್ಯಾರ್ಥಿಗಳ ಬಾಳಿಗೆ ಬೆಳಕಾಗಿದ್ದಾರೆ. ಶಿಕ್ಷಣ ಇಲಾಖೆಯ ಅಧಿಕಾರಿಗಳು, ಸಹ ಶಿಕ್ಷಕರು, ಗ್ರಾಮಸ್ಥರು ಹಾಗೂ ಹಳೆಯ ವಿದ್ಯಾರ್ಥಿಗಳು ಶಾಂತಯ್ಯ ದಂಪತಿಗಳನ್ನು ಸನ್ಮಾನಿಸಿ ಗೌರವಿಸಿದರು. ಕಾರ್ಯಕ್ರಮದಲ್ಲಿ ಗಣ್ಯರು, ಕುಟುಂಬಸ್ಥರು ಭಾಗವಹಿಸಿದ್ದರು. (556, 904, 702, 956)
column-rule (368, 836, 369, 1152)
priyank-byline: • ಸುದ್ದಿಮೂಲ ವಾರ್ತೆ ಕಲಬುರಗಿ, ಮೇ.31: (484, 600, 598, 609)
tungabhadra-byline: • ಸುದ್ದಿಮೂಲ ವಾರ್ತೆ ರಾಯಚೂರು, ಮೇ.31: (22, 616, 143, 625)
page-number: 7 (906, 62, 925, 92)
section-rule (22, 364, 474, 366)
amaresh-event-photo (710, 1078, 930, 1148)
kharge-col3: ಕಾರ, ಈಗ ಮಾಡುವ ಆರೋಪಗಳು ಆಧಾರರಹಿತ. ಅಂಬೇಡ್ಕರ್ ವಿರೋಧಿ ಕಾಂಗ್ರೆಸ್ ಪಕ್ಷದಲ್ಲಿ ಖರ್ಗೆ ಇರುವುದು ವಿಪರ್ಯಾಸ. ಆಸ್ತಿ ವಿಚಾರದಲ್ಲಿ ತನಿಖೆ ನಡೆಸುವಂತೆ ಒತ್ತಾಯಿಸಲಾಗುವುದು. ಸುದ್ದಿಗೋಷ್ಠಿಯಲ್ಲಿ ಪಕ್ಷದ ಮುಖಂಡರು, ಕಾರ್ಯಕರ್ತರು ಇದ್ದರು. (550, 1266, 700, 1318)
teacher-headline-line1: ಶಿಕ್ಷಕ ಶಾಂತಯ್ಯ ಅವರ 37 ವರ್ಷಗಳ ಶೈಕ್ಷಣಿಕ (372, 856, 589, 872)
